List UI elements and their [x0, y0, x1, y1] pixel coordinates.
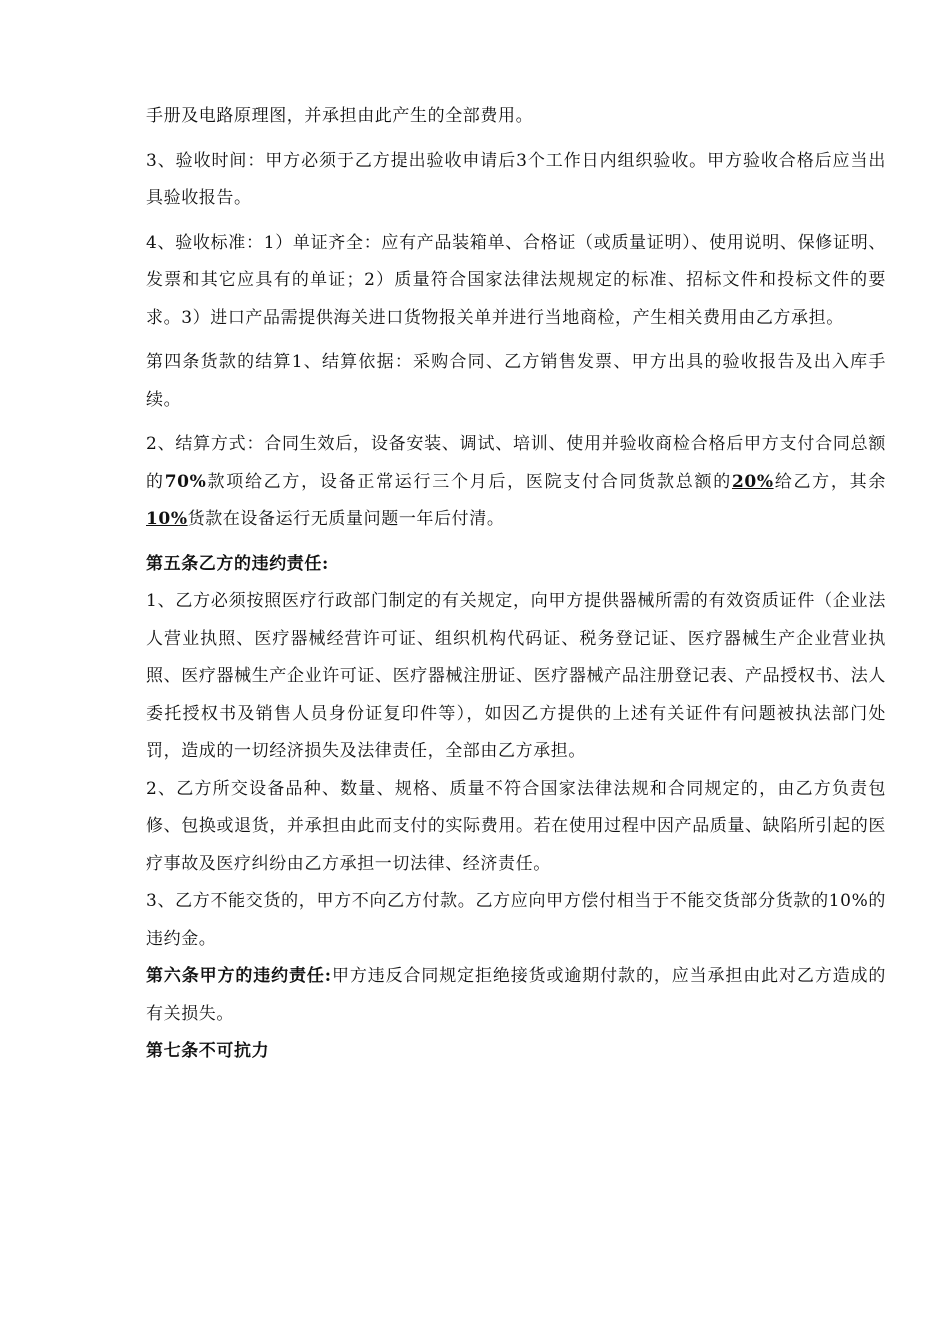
- paragraph-party-a-liability: [146, 958, 886, 1033]
- section-heading-party-b-liability: [146, 546, 886, 584]
- paragraph-text: 4、验收标准：1）单证齐全：应有产品装箱单、合格证（或质量证明）、使用说明、保修证明、发票和其它应具有的单证；2）质量符合国家法律法规规定的标准、招标文件和投标文件的要求。3）进口产品需提供海关进口货物报关单并进行当地商检，产生相关费用由乙方承担。: [146, 232, 886, 328]
- paragraph-text: 货款在设备运行无质量问题一年后付清。: [187, 509, 505, 529]
- paragraph-text: 第四条货款的结算1、结算依据：采购合同、乙方销售发票、甲方出具的验收报告及出入库手续。: [146, 352, 886, 410]
- paragraph-equipment-nonconformity: [146, 771, 886, 884]
- percentage-value: 20%: [731, 471, 774, 492]
- section-heading-force-majeure: [146, 1033, 886, 1071]
- paragraph-text: 给乙方，其余: [773, 471, 886, 492]
- paragraph-acceptance-standard: [146, 225, 886, 338]
- paragraph-text: 3、乙方不能交货的，甲方不向乙方付款。乙方应向甲方偿付相当于不能交货部分货款的10%的违约金。: [146, 891, 886, 949]
- paragraph-qualification-documents: [146, 583, 886, 771]
- paragraph-text: 2、乙方所交设备品种、数量、规格、质量不符合国家法律法规和合同规定的，由乙方负责包修、包换或退货，并承担由此而支付的实际费用。若在使用过程中因产品质量、缺陷所引起的医疗事故及医疗纠纷由乙方承担一切法律、经济责任。: [146, 778, 886, 874]
- paragraph-text: 3、验收时间：甲方必须于乙方提出验收申请后3个工作日内组织验收。甲方验收合格后应当出具验收报告。: [146, 150, 886, 208]
- paragraph-manual-fees: [146, 98, 886, 136]
- paragraph-failure-to-deliver: [146, 883, 886, 958]
- paragraph-settlement-basis: [146, 344, 886, 419]
- paragraph-text: 甲方违反合同规定拒绝接货或逾期付款的，应当承担由此对乙方造成的有关损失。: [146, 966, 886, 1024]
- heading-text: 第六条甲方的违约责任:: [146, 966, 332, 986]
- heading-text: 第五条乙方的违约责任:: [146, 553, 329, 574]
- paragraph-acceptance-time: [146, 143, 886, 218]
- percentage-value: 10%: [146, 509, 188, 529]
- percentage-value: 70%: [164, 471, 207, 492]
- paragraph-settlement-method: [146, 426, 886, 539]
- paragraph-text: 手册及电路原理图，并承担由此产生的全部费用。: [146, 106, 534, 126]
- document-body: [146, 98, 886, 1071]
- paragraph-text: 2、结算方式：合同生效后，设备安装、调试、培训、使用并验收商检合格后甲方支付合同总额的: [146, 434, 886, 492]
- heading-text: 第七条不可抗力: [146, 1041, 270, 1061]
- paragraph-text: 款项给乙方，设备正常运行三个月后，医院支付合同货款总额的: [206, 471, 732, 492]
- paragraph-text: 1、乙方必须按照医疗行政部门制定的有关规定，向甲方提供器械所需的有效资质证件（企业法人营业执照、医疗器械经营许可证、组织机构代码证、税务登记证、医疗器械生产企业营业执照、医疗器械生产企业许可证、医疗器械注册证、医疗器械产品注册登记表、产品授权书、法人委托授权书及销售人员身份证复印件等），如因乙方提供的上述有关证件有问题被执法部门处罚，造成的一切经济损失及法律责任，全部由乙方承担。: [146, 591, 886, 761]
